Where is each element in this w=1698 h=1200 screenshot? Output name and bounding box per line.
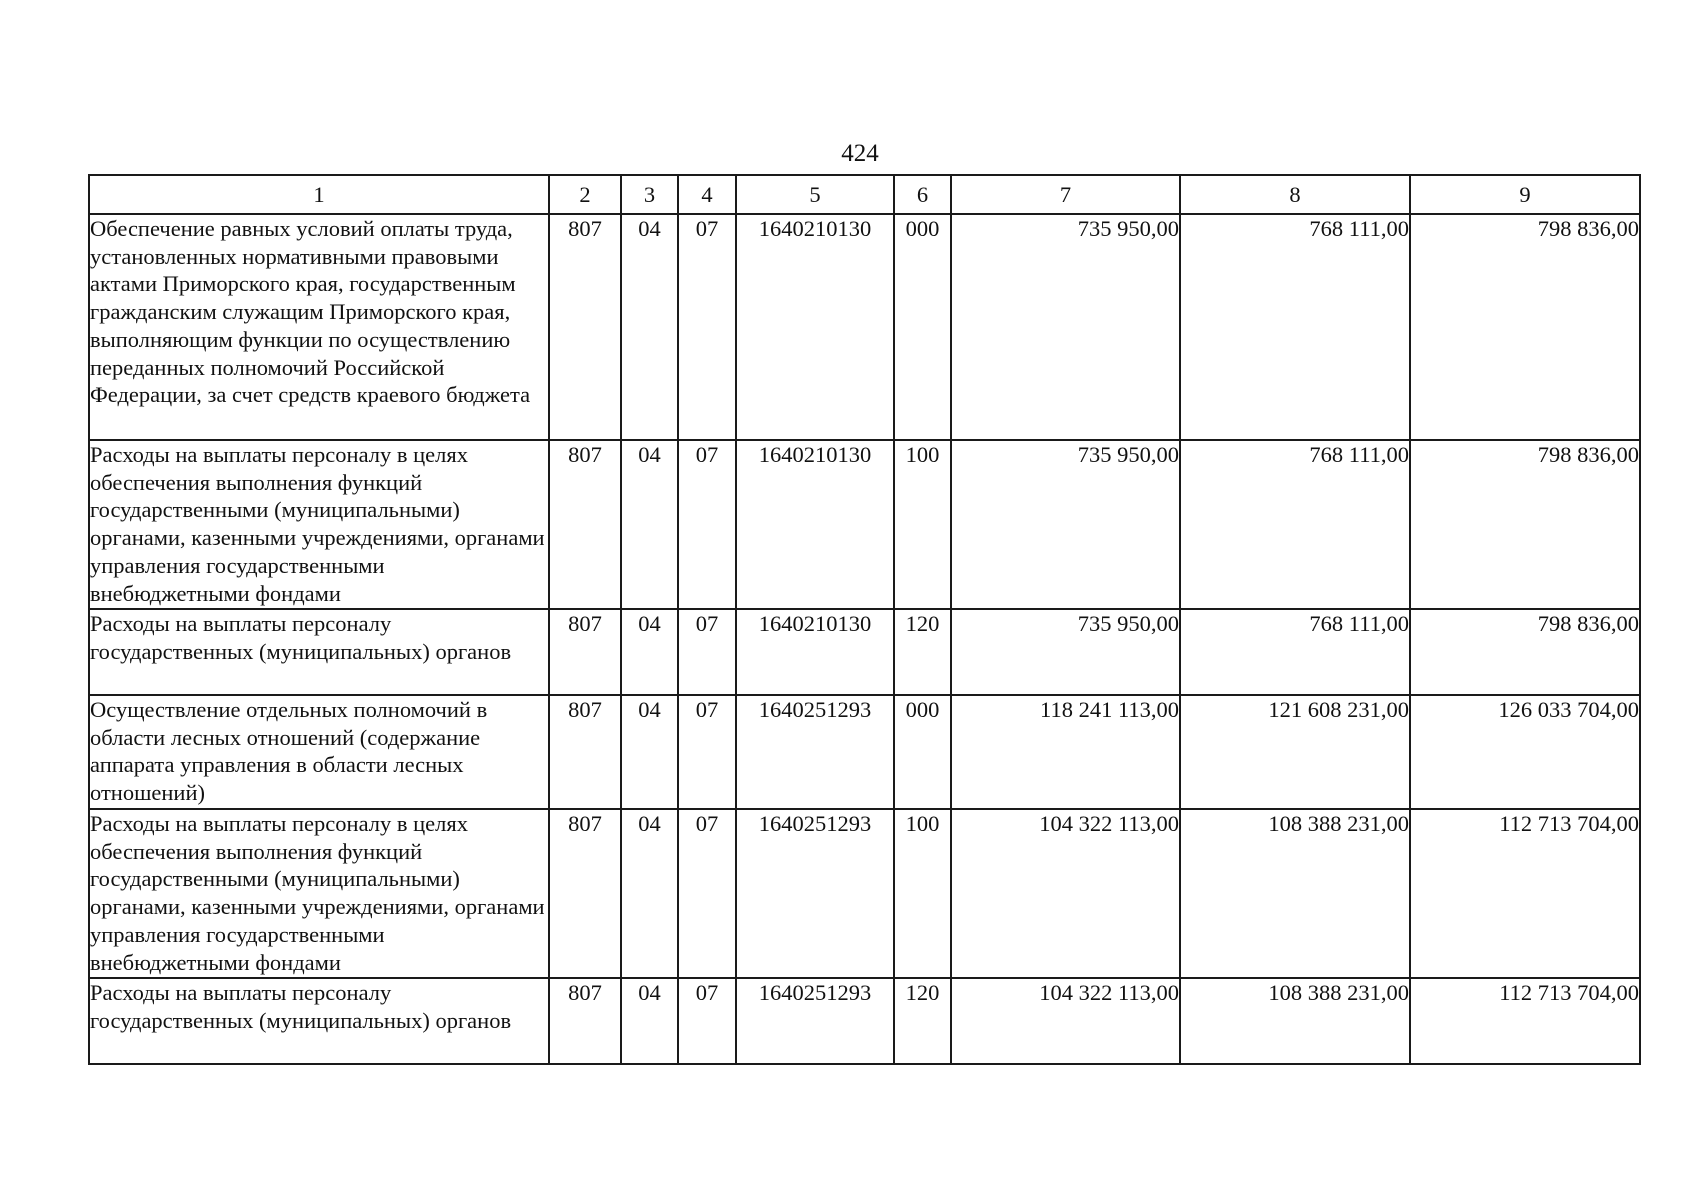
section-code: 04 bbox=[621, 440, 678, 609]
amount-cell: 798 836,00 bbox=[1410, 609, 1640, 695]
target-code: 1640251293 bbox=[736, 695, 894, 809]
row-description: Расходы на выплаты персоналу государственных (муниципальных) органов bbox=[89, 609, 549, 695]
column-header: 3 bbox=[621, 175, 678, 214]
ministry-code: 807 bbox=[549, 440, 621, 609]
ministry-code: 807 bbox=[549, 695, 621, 809]
page-number: 424 bbox=[841, 140, 879, 167]
table-row bbox=[89, 609, 1640, 695]
amount-cell: 108 388 231,00 bbox=[1180, 978, 1410, 1064]
amount-cell: 108 388 231,00 bbox=[1180, 809, 1410, 978]
amount-cell: 126 033 704,00 bbox=[1410, 695, 1640, 809]
column-header: 8 bbox=[1180, 175, 1410, 214]
column-header: 9 bbox=[1410, 175, 1640, 214]
subsection-code: 07 bbox=[678, 214, 736, 440]
column-header: 7 bbox=[951, 175, 1180, 214]
expense-type-code: 120 bbox=[894, 609, 951, 695]
expense-type-code: 100 bbox=[894, 809, 951, 978]
row-description: Расходы на выплаты персоналу в целях обеспечения выполнения функций государственными (муниципальными) органами, казенными учреждениями, органами управления государственными внебюджетными фондами bbox=[89, 809, 549, 978]
amount-cell: 798 836,00 bbox=[1410, 440, 1640, 609]
target-code: 1640210130 bbox=[736, 609, 894, 695]
amount-cell: 112 713 704,00 bbox=[1410, 809, 1640, 978]
subsection-code: 07 bbox=[678, 440, 736, 609]
row-description: Расходы на выплаты персоналу государственных (муниципальных) органов bbox=[89, 978, 549, 1064]
expense-type-code: 000 bbox=[894, 695, 951, 809]
amount-cell: 768 111,00 bbox=[1180, 440, 1410, 609]
subsection-code: 07 bbox=[678, 978, 736, 1064]
amount-cell: 104 322 113,00 bbox=[951, 978, 1180, 1064]
expense-type-code: 000 bbox=[894, 214, 951, 440]
target-code: 1640251293 bbox=[736, 978, 894, 1064]
column-header: 4 bbox=[678, 175, 736, 214]
table-row bbox=[89, 695, 1640, 809]
table-row bbox=[89, 978, 1640, 1064]
column-header: 1 bbox=[89, 175, 549, 214]
target-code: 1640251293 bbox=[736, 809, 894, 978]
subsection-code: 07 bbox=[678, 609, 736, 695]
target-code: 1640210130 bbox=[736, 214, 894, 440]
amount-cell: 104 322 113,00 bbox=[951, 809, 1180, 978]
row-description: Осуществление отдельных полномочий в области лесных отношений (содержание аппарата управления в области лесных отношений) bbox=[89, 695, 549, 809]
ministry-code: 807 bbox=[549, 214, 621, 440]
ministry-code: 807 bbox=[549, 809, 621, 978]
amount-cell: 735 950,00 bbox=[951, 440, 1180, 609]
row-description: Обеспечение равных условий оплаты труда, установленных нормативными правовыми актами Приморского края, государственным гражданским служащим Приморского края, выполняющим функции по осуществлению переданных полномочий Российской Федерации, за счет средств краевого бюджета bbox=[89, 214, 549, 440]
amount-cell: 118 241 113,00 bbox=[951, 695, 1180, 809]
amount-cell: 735 950,00 bbox=[951, 214, 1180, 440]
section-code: 04 bbox=[621, 809, 678, 978]
table-row bbox=[89, 214, 1640, 440]
table-row bbox=[89, 809, 1640, 978]
column-header: 6 bbox=[894, 175, 951, 214]
subsection-code: 07 bbox=[678, 809, 736, 978]
subsection-code: 07 bbox=[678, 695, 736, 809]
amount-cell: 798 836,00 bbox=[1410, 214, 1640, 440]
amount-cell: 768 111,00 bbox=[1180, 214, 1410, 440]
section-code: 04 bbox=[621, 695, 678, 809]
amount-cell: 768 111,00 bbox=[1180, 609, 1410, 695]
section-code: 04 bbox=[621, 609, 678, 695]
amount-cell: 121 608 231,00 bbox=[1180, 695, 1410, 809]
amount-cell: 735 950,00 bbox=[951, 609, 1180, 695]
ministry-code: 807 bbox=[549, 609, 621, 695]
expense-type-code: 120 bbox=[894, 978, 951, 1064]
column-header: 5 bbox=[736, 175, 894, 214]
column-header: 2 bbox=[549, 175, 621, 214]
column-number-row bbox=[89, 175, 1640, 214]
target-code: 1640210130 bbox=[736, 440, 894, 609]
section-code: 04 bbox=[621, 214, 678, 440]
budget-table bbox=[88, 174, 1641, 1065]
expense-type-code: 100 bbox=[894, 440, 951, 609]
section-code: 04 bbox=[621, 978, 678, 1064]
amount-cell: 112 713 704,00 bbox=[1410, 978, 1640, 1064]
row-description: Расходы на выплаты персоналу в целях обеспечения выполнения функций государственными (муниципальными) органами, казенными учреждениями, органами управления государственными внебюджетными фондами bbox=[89, 440, 549, 609]
ministry-code: 807 bbox=[549, 978, 621, 1064]
table-row bbox=[89, 440, 1640, 609]
